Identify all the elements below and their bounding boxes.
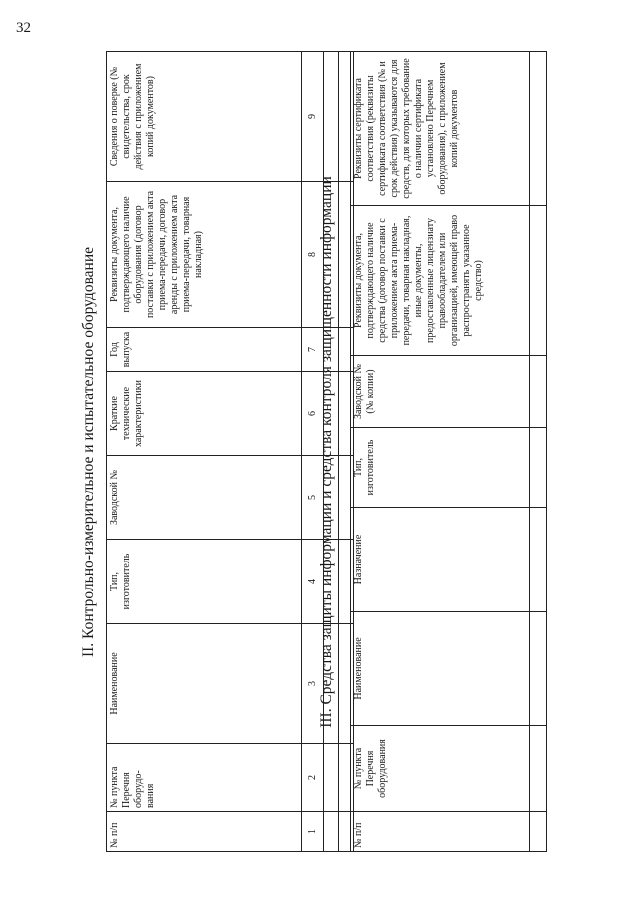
equipment-table xyxy=(106,51,354,852)
table-cell xyxy=(530,206,547,356)
header-cell: Назначение xyxy=(351,508,530,612)
section-3-title: III. Средства защиты информации и средства контроля защищенности информации xyxy=(318,176,335,728)
column-number: 2 xyxy=(302,744,324,812)
header-cell: № пункта Перечня оборудо-вания xyxy=(107,744,302,812)
table-header-row xyxy=(351,52,530,852)
header-cell: Наименование xyxy=(351,612,530,726)
table-cell xyxy=(530,356,547,428)
column-number: 4 xyxy=(302,540,324,624)
column-number: 9 xyxy=(302,52,324,182)
header-cell: Сведения о поверке (№ свидетельства, срок действия с приложением копий документов) xyxy=(107,52,302,182)
table-header-row xyxy=(107,52,302,852)
section-2-title: II. Контрольно-измерительное и испытательное оборудование xyxy=(80,246,97,658)
header-cell: Реквизиты документа, подтверждающего наличие средства (договор поставки с приложением акта приема-передачи, товарная накладная, иные документы, предоставленные лицензиату правообладателем или организацией, имеющей право распространять указанное средство) xyxy=(351,206,530,356)
table-row xyxy=(530,52,547,852)
table-cell xyxy=(530,726,547,812)
header-cell: Тип, изготовитель xyxy=(351,428,530,508)
header-cell: Краткие технические характеристики xyxy=(107,372,302,456)
table-cell xyxy=(530,612,547,726)
header-cell: № пункта Перечня оборудования xyxy=(351,726,530,812)
header-cell: Наименование xyxy=(107,624,302,744)
header-cell: № п/п xyxy=(107,812,302,852)
rotated-page-content xyxy=(80,52,550,852)
table-cell xyxy=(530,52,547,206)
header-cell: Реквизиты документа, подтверждающего наличие оборудования (договор поставки с приложением акта приема-передачи, договор аренды с приложением акта приема-передачи, товарная накладная) xyxy=(107,182,302,328)
header-cell: Заводской № xyxy=(107,456,302,540)
header-cell: Заводской № (№ копии) xyxy=(351,356,530,428)
table-cell xyxy=(530,812,547,852)
column-number: 5 xyxy=(302,456,324,540)
column-number: 1 xyxy=(302,812,324,852)
column-number: 7 xyxy=(302,328,324,372)
header-cell: Реквизиты сертификата соответствия (реквизиты сертификата соответствия (№ и срок действия) указываются для средств, для которых требование о наличии сертификата установлено Перечнем оборудования), с приложением копий документов xyxy=(351,52,530,206)
column-number: 3 xyxy=(302,624,324,744)
header-cell: № п/п xyxy=(351,812,530,852)
column-number: 6 xyxy=(302,372,324,456)
table-cell xyxy=(530,508,547,612)
header-cell: Тип, изготовитель xyxy=(107,540,302,624)
table-cell xyxy=(530,428,547,508)
column-number: 8 xyxy=(302,182,324,328)
page-number: 32 xyxy=(16,20,31,36)
header-cell: Год выпуска xyxy=(107,328,302,372)
security-tools-table xyxy=(350,51,547,852)
